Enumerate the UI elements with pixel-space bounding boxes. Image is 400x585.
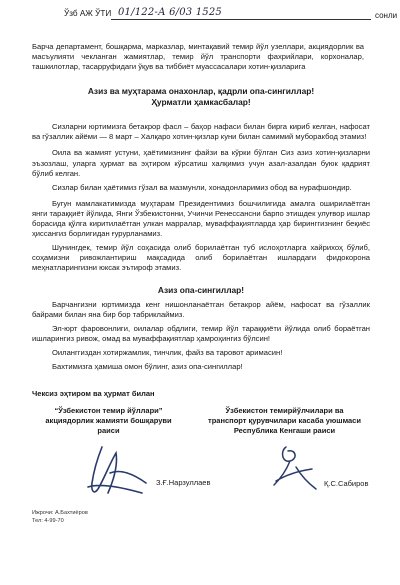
executor-phone: Тел: 4-99-70	[32, 518, 64, 525]
header-underline	[111, 19, 371, 20]
header-suffix: сонли	[375, 11, 398, 20]
body-section-2	[32, 300, 370, 373]
signer-right-name: Қ.С.Сабиров	[324, 479, 369, 489]
body-section-1	[32, 122, 370, 273]
paragraph: Оиланггиздан хотиржамлик, тинчлик, файз ва таровот аримасин!	[52, 347, 283, 357]
recipients-block: Барча департамент, бошқарма, марказлар, минтақавий темир йўл узеллари, акциядорлик ва масъулияти чекланган жамиятлар, темир йўл транспорти фахрийлари, корхоналар, ташкилотлар, тасарруфидаги ўқув ва тиббиёт муассасалари хотин-қизларига	[32, 42, 364, 72]
paragraph: Оила ва жамият устуни, ҳаётимизнинг файзи ва кўрки бўлган Сиз азиз хотин-қизларни эъзозлаш, уларга ҳурмат ва эҳтиром кўрсатиш халқимиз учун азал-азалдан буюк қадрият бўлиб келган.	[32, 148, 370, 178]
paragraph: Шунингдек, темир йўл соҳасида олиб борилаётган туб ислоҳотларга хайрихоҳ бўлиб, соҳамизни ривожлантириш мақсадида олиб борилаётган ишлардаги фидокорона меҳнатларингизни юксак эътироф этамиз.	[32, 243, 370, 273]
signer-left-org: “Ўзбекистон темир йўллари” акциядорлик жамияти бошқаруви раиси	[45, 406, 172, 435]
closing-phrase: Чексиз эҳтиром ва ҳурмат билан	[32, 389, 155, 399]
left-signature-icon	[80, 443, 152, 501]
header-label: Ўзб АЖ ЎТИ	[64, 9, 112, 18]
document-header	[32, 0, 398, 30]
signer-right-org: Ўзбекистон темирйўлчилари ва транспорт қурувчилари касаба уюшмаси Республика Кенгаши раиси	[208, 406, 361, 435]
header-handwritten-ref: 01/122-А 6/03 1525	[118, 7, 222, 18]
paragraph: Эл-юрт фаровонлиги, оилалар обдлиги, темир йўл тараққиёти йўлида олиб бораётган ишларингиз ривож, омад ва муваффақиятлар ҳамроҳингиз бўлсин!	[32, 323, 370, 343]
greeting-line-1: Азиз ва муҳтарама онахонлар, қадрли опа-сингиллар!	[87, 86, 315, 97]
executor-name: Ижрочи: А.Бахтиёров	[32, 510, 88, 517]
paragraph: Барчангизни юртимизда кенг нишонланаётган бетакрор айём, нафосат ва гўзаллик байрами билан яна бир бор табриклаймиз.	[32, 299, 370, 319]
paragraph: Сизлар билан ҳаётимиз гўзал ва мазмунли, хонадонларимиз обод ва нурафшондир.	[52, 182, 352, 192]
greeting-block	[32, 86, 370, 108]
paragraph: Бахтимизга ҳамиша омон бўлинг, азиз опа-сингиллар!	[52, 361, 243, 371]
executor-block	[32, 509, 370, 525]
greeting-2: Азиз опа-сингиллар!	[157, 284, 245, 295]
greeting-line-2: Ҳурматли ҳамкасбалар!	[151, 97, 251, 108]
signer-left-name: З.Ғ.Нарзуллаев	[156, 478, 211, 488]
signature-row	[32, 437, 370, 499]
right-signature-icon	[256, 441, 328, 495]
signers-block	[32, 406, 370, 435]
paragraph: Бугун мамлакатимизда муҳтарам Президентимиз бошчилигида амалга оширилаётган янги тараққиёт йўлида, Янги Ўзбекистонни, Учинчи Ренессансни барпо этишдек улуғвор ишлар борасида қўлга киритилаётган улкан марралар, муваффақиятларда ҳар биринггизнинг беқиёс ҳиссангиз борлигидан ғурурланамиз.	[32, 198, 370, 239]
paragraph: Сизларни юртимизга бетакрор фасл – баҳор нафаси билан бирга кириб келган, нафосат ва гўзаллик айёми — 8 март – Халқаро хотин-қизлар куни билан самимий муборакбод этамиз!	[32, 122, 370, 142]
